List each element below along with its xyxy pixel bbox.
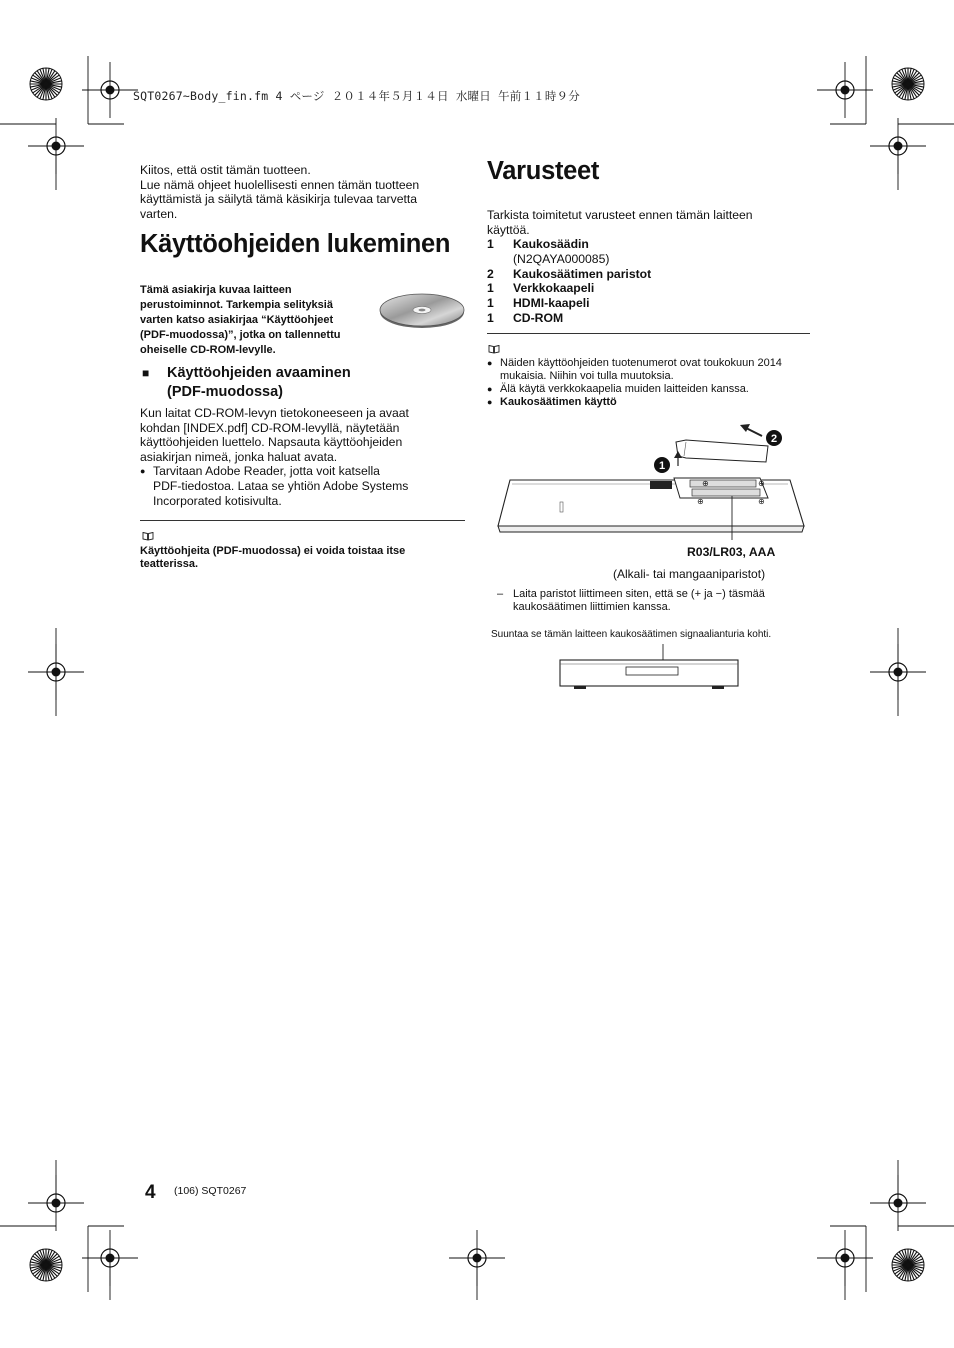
accessories-list xyxy=(487,237,807,326)
page-number: 4 xyxy=(145,1182,156,1203)
player-unit-illustration xyxy=(556,642,742,694)
accessory-quantity: 1 xyxy=(487,281,494,296)
theater-note: Käyttöohjeita (PDF-muodossa) ei voida toistaa itse teatterissa. xyxy=(140,545,406,570)
accessory-name: Verkkokaapeli xyxy=(513,281,595,296)
accessory-notes xyxy=(487,357,817,409)
dash-icon: – xyxy=(497,588,504,600)
accessory-quantity: 1 xyxy=(487,237,494,251)
accessory-quantity: 1 xyxy=(487,296,494,311)
section-title-reading: Käyttöohjeiden lukeminen xyxy=(140,230,451,258)
bullet-icon: ● xyxy=(487,384,493,394)
list-item xyxy=(487,237,807,267)
opening-instructions: Kun laitat CD-ROM-levyn tietokoneeseen ja avaat kohdan [INDEX.pdf] CD-ROM-levyllä, näytetään käyttöohjeiden luettelo. Napsauta käyttöohjeiden asiakirjan nimeä, jonka haluat avata. ● Tarvitaan Adobe Reader, jotta voit katsella PDF-tiedostoa. Lataa se yhtiön Adobe Systems Incorporated kotisivulta. xyxy=(140,406,470,508)
svg-text:⊕: ⊕ xyxy=(702,479,709,488)
battery-type-label: R03/LR03, AAA xyxy=(687,545,776,559)
list-item xyxy=(487,281,807,296)
divider-left xyxy=(140,520,465,521)
polarity-note: – Laita paristot liittimeen siten, että se (+ ja −) täsmää kaukosäätimen liittimien kanssa. xyxy=(497,588,765,613)
list-item xyxy=(487,311,807,326)
pdf-info-paragraph: Tämä asiakirja kuvaa laitteen perustoiminnot. Tarkempia selityksiä varten katso asiakirjaa “Käyttöohjeet (PDF-muodossa)”, jotka on tallennettu oheiselle CD-ROM-levylle. xyxy=(140,284,341,356)
svg-text:⊕: ⊕ xyxy=(697,497,704,506)
bullet-icon: ● xyxy=(140,466,146,477)
square-bullet-icon: ■ xyxy=(142,366,150,380)
accessory-model-number: (N2QAYA000085) xyxy=(513,251,610,266)
intro-paragraph: Kiitos, että ostit tämän tuotteen. Lue nämä ohjeet huolellisesti ennen tämän tuotteen käyttämistä ja säilytä tämä käsikirja tulevaa tarvetta varten. xyxy=(140,163,420,221)
list-item xyxy=(487,296,807,311)
accessory-name: HDMI-kaapeli xyxy=(513,296,590,311)
svg-text:⊕: ⊕ xyxy=(758,497,765,506)
bullet-icon: ● xyxy=(487,397,493,407)
remote-battery-illustration xyxy=(490,418,810,543)
adobe-reader-bullet: ● Tarvitaan Adobe Reader, jotta voit katsella PDF-tiedostoa. Lataa se yhtiön Adobe Systems Incorporated kotisivulta. xyxy=(140,464,409,508)
divider-right xyxy=(487,333,810,334)
accessory-quantity: 1 xyxy=(487,310,494,325)
svg-text:⊕: ⊕ xyxy=(758,479,765,488)
subheading-text: Käyttöohjeiden avaaminen (PDF-muodossa) xyxy=(167,365,351,400)
accessory-name: Kaukosäädin xyxy=(513,237,589,251)
battery-chemistry-note: (Alkali- tai mangaaniparistot) xyxy=(613,567,766,581)
aim-sensor-note: Suuntaa se tämän laitteen kaukosäätimen signaalianturia kohti. xyxy=(491,629,772,640)
accessory-name: CD-ROM xyxy=(513,310,564,325)
note-book-icon xyxy=(142,531,154,541)
bullet-icon: ● xyxy=(487,358,493,368)
file-info-header: SQT0267~Body_fin.fm 4 ページ ２０１４年５月１４日 水曜日 午前１１時９分 xyxy=(133,89,580,103)
step-number-2: 2 xyxy=(770,433,778,445)
subheading-opening-pdf xyxy=(142,364,149,385)
accessory-name: Kaukosäätimen paristot xyxy=(513,266,652,281)
step-number-1: 1 xyxy=(658,460,666,472)
list-item: ● Älä käytä verkkokaapelia muiden laitteiden kanssa. xyxy=(487,383,749,395)
list-item: ● Näiden käyttöohjeiden tuotenumerot ovat toukokuun 2014 mukaisia. Niihin voi tulla muutoksia. xyxy=(487,357,782,382)
note-book-icon xyxy=(488,344,500,354)
accessory-quantity: 2 xyxy=(487,266,494,281)
section-title-accessories: Varusteet xyxy=(487,157,600,185)
cd-rom-disc-illustration xyxy=(378,292,466,330)
list-item: ● Kaukosäätimen käyttö xyxy=(487,396,617,408)
document-code: (106) SQT0267 xyxy=(174,1185,247,1197)
accessories-intro: Tarkista toimitetut varusteet ennen tämän laitteen käyttöä. xyxy=(487,208,753,237)
list-item xyxy=(487,267,807,282)
